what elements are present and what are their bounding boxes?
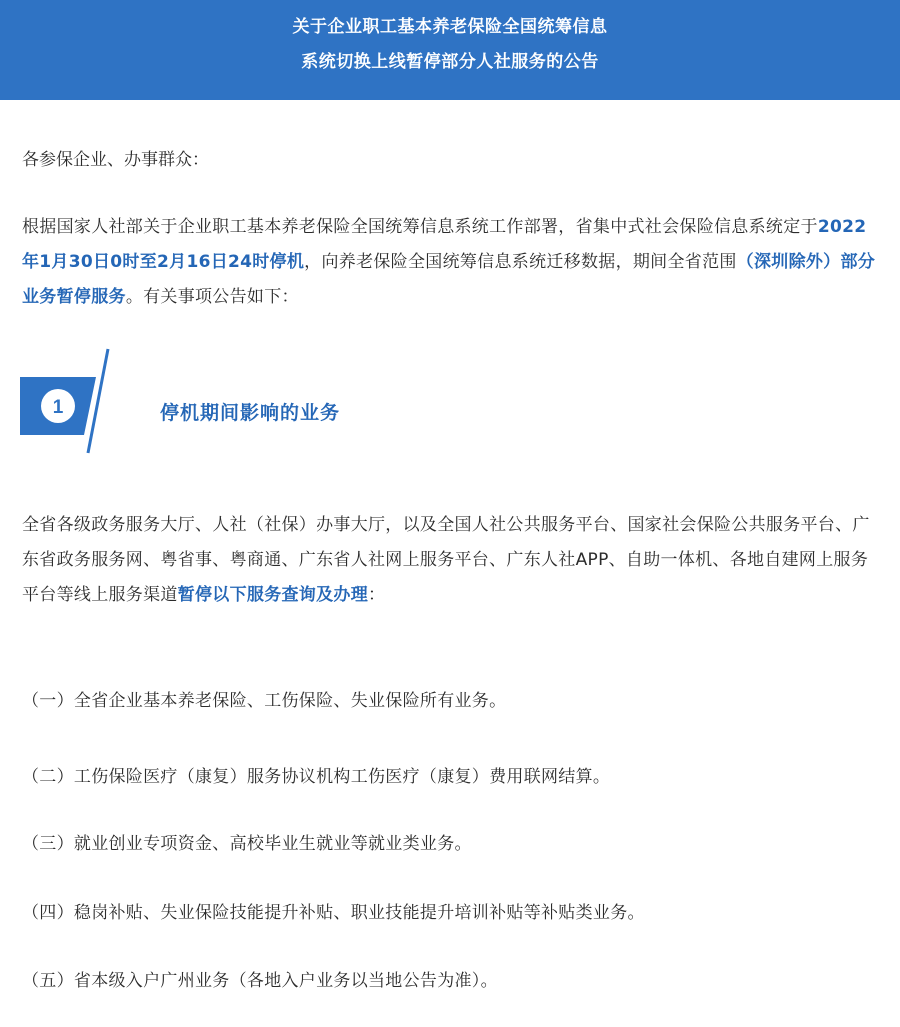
intro-text-2: ，向养老保险全国统筹信息系统迁移数据，期间全省范围 (304, 252, 737, 272)
intro-text-3: 。有关事项公告如下： (125, 287, 299, 307)
list-item: （二）工伤保险医疗（康复）服务协议机构工伤医疗（康复）费用联网结算。 (22, 767, 611, 787)
affect-text-1: 全省各级政务服务大厅、人社（社保）办事大厅，以及全国人社公共服务平台、国家社会保险公共服务平台、广东省政务服务网、粤省事、粤商通、广东省人社网上服务平台、广东人社APP、自助一体机、各地自建网上服务平台等线上服务渠道 (22, 515, 870, 605)
section-title: 停机期间影响的业务 (160, 402, 341, 424)
list-item: （四）稳岗补贴、失业保险技能提升补贴、职业技能提升培训补贴等补贴类业务。 (22, 903, 645, 923)
intro-text-1: 根据国家人社部关于企业职工基本养老保险全国统筹信息系统工作部署，省集中式社会保险信息系统定于 (22, 217, 818, 237)
intro-paragraph (22, 210, 882, 315)
suspended-services-highlight: 暂停以下服务查询及办理 (177, 585, 369, 605)
title-line-1: 关于企业职工基本养老保险全国统筹信息 (292, 17, 608, 37)
affect-text-2: ： (368, 585, 386, 605)
list-item: （一）全省企业基本养老保险、工伤保险、失业保险所有业务。 (22, 691, 507, 711)
suspended-scope-highlight: （深圳除外）部分业务暂停服务 (22, 252, 876, 307)
salutation: 各参保企业、办事群众： (22, 150, 209, 170)
shutdown-period-highlight: 2022年1月30日0时至2月16日24时停机 (22, 217, 867, 272)
title-line-2: 系统切换上线暂停部分人社服务的公告 (301, 52, 599, 72)
list-item: （三）就业创业专项资金、高校毕业生就业等就业类业务。 (22, 834, 472, 854)
affected-channels-paragraph (22, 508, 882, 613)
section-number: 1 (52, 397, 64, 418)
section-number-badge (20, 345, 120, 455)
list-item: （五）省本级入户广州业务（各地入户业务以当地公告为准）。 (22, 971, 498, 991)
title-banner (0, 0, 900, 100)
